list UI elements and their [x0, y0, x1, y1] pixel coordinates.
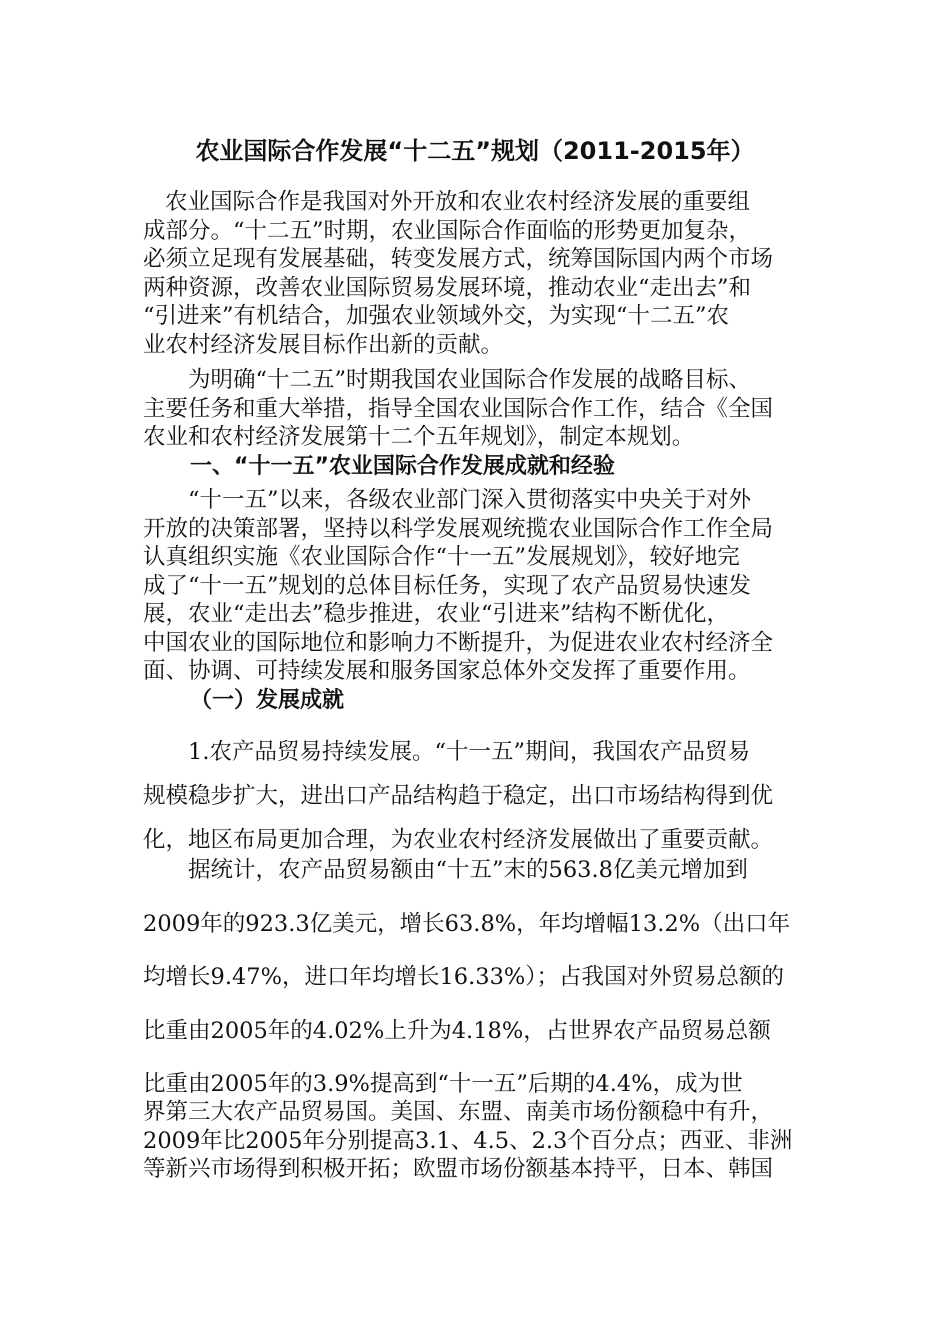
statistics-line: 比重由2005年的3.9%提高到“十一五”后期的4.4%，成为世	[143, 1071, 743, 1097]
intro-line: 两种资源，改善农业国际贸易发展环境，推动农业“走出去”和	[143, 274, 752, 301]
document-title: 农业国际合作发展“十二五”规划（2011-2015年）	[195, 137, 755, 165]
section-body-line: 认真组织实施《农业国际合作“十一五”发展规划》，较好地完	[143, 544, 740, 570]
trade-paragraph	[143, 730, 807, 862]
intro-line: 必须立足现有发展基础，转变发展方式，统筹国际国内两个市场	[143, 246, 774, 272]
intro-line: 农业国际合作是我国对外开放和农业农村经济发展的重要组	[165, 189, 751, 215]
intro-line: 业农村经济发展目标作出新的贡献。	[143, 331, 504, 358]
section-body-line: 成了“十一五”规划的总体目标任务，实现了农产品贸易快速发	[143, 572, 752, 599]
intro-line: 成部分。“十二五”时期，农业国际合作面临的形势更加复杂，	[143, 217, 752, 244]
markets-line: 界第三大农产品贸易国。美国、东盟、南美市场份额稳中有升，	[143, 1099, 774, 1125]
intro-paragraph	[143, 188, 807, 359]
trade-line: 1.农产品贸易持续发展。“十一五”期间，我国农产品贸易	[188, 739, 750, 765]
statistics-line: 比重由2005年的4.02%上升为4.18%，占世界农产品贸易总额	[143, 1017, 771, 1044]
section-body-line: 开放的决策部署，坚持以科学发展观统揽农业国际合作工作全局	[143, 515, 774, 542]
section-body-line: 中国农业的国际地位和影响力不断提升，为促进农业农村经济全	[143, 629, 774, 656]
markets-paragraph	[143, 1098, 807, 1184]
trade-line: 化，地区布局更加合理，为农业农村经济发展做出了重要贡献。	[143, 827, 774, 853]
intro-line: “引进来”有机结合，加强农业领域外交，为实现“十二五”农	[143, 303, 730, 329]
markets-line: 2009年比2005年分别提高3.1、4.5、2.3个百分点；西亚、非洲	[143, 1127, 793, 1154]
markets-line: 等新兴市场得到积极开拓；欧盟市场份额基本持平，日本、韩国	[143, 1156, 774, 1182]
statistics-line: 均增长9.47%，进口年均增长16.33%）；占我国对外贸易总额的	[143, 964, 785, 990]
statistics-line: 据统计，农产品贸易额由“十五”末的563.8亿美元增加到	[188, 857, 748, 883]
section-body-paragraph	[143, 486, 807, 686]
subsection-heading: （一）发展成就	[190, 688, 345, 713]
section-heading: 一、“十一五”农业国际合作发展成就和经验	[190, 454, 615, 479]
section-body-line: 展，农业“走出去”稳步推进，农业“引进来”结构不断优化，	[143, 601, 730, 627]
section-body-line: 面、协调、可持续发展和服务国家总体外交发挥了重要作用。	[143, 658, 751, 684]
statistics-paragraph	[143, 844, 807, 1112]
statistics-line: 2009年的923.3亿美元，增长63.8%，年均增幅13.2%（出口年	[143, 910, 791, 937]
purpose-line: 农业和农村经济发展第十二个五年规划》，制定本规划。	[143, 424, 695, 450]
trade-line: 规模稳步扩大，进出口产品结构趋于稳定，出口市场结构得到优	[143, 783, 774, 809]
purpose-line: 主要任务和重大举措，指导全国农业国际合作工作，结合《全国	[143, 395, 774, 422]
section-body-line: “十一五”以来，各级农业部门深入贯彻落实中央关于对外	[188, 487, 752, 513]
purpose-paragraph	[143, 366, 807, 452]
purpose-line: 为明确“十二五”时期我国农业国际合作发展的战略目标、	[188, 367, 752, 393]
